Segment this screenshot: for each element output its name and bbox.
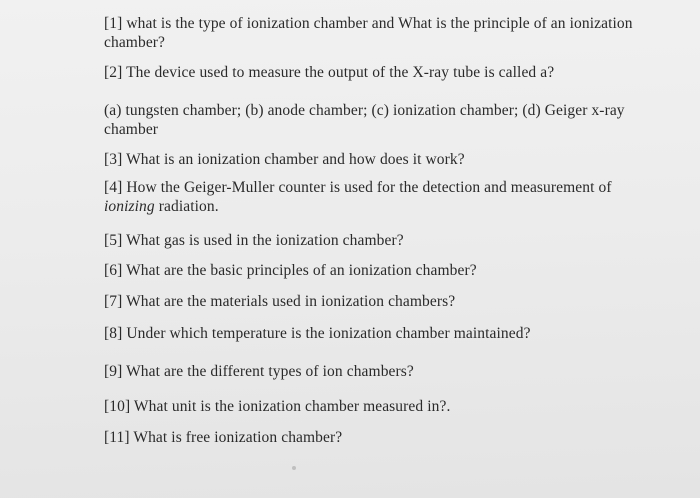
question-10: [10] What unit is the ionization chamber measured in?. [104,398,451,415]
question-8: [8] Under which temperature is the ionization chamber maintained? [104,325,531,342]
question-7: [7] What are the materials used in ionization chambers? [104,293,456,310]
question-1: [1] what is the type of ionization chamber and What is the principle of an ionization chamber? [104,15,633,51]
question-4-text: [4] How the Geiger-Muller counter is used for the detection and measurement of [104,179,612,196]
paper-speck [292,466,296,470]
question-9: [9] What are the different types of ion chambers? [104,363,414,380]
question-6: [6] What are the basic principles of an ionization chamber? [104,262,477,279]
question-2: [2] The device used to measure the output of the X-ray tube is called a? [104,64,555,81]
question-4 [104,178,664,216]
question-3: [3] What is an ionization chamber and how does it work? [104,151,465,168]
question-2-options: (a) tungsten chamber; (b) anode chamber; (c) ionization chamber; (d) Geiger x-ray chamber [104,102,625,138]
question-4-text-end: radiation. [154,198,219,215]
question-4-italic-word: ionizing [104,198,155,215]
question-5: [5] What gas is used in the ionization chamber? [104,232,404,249]
question-11: [11] What is free ionization chamber? [104,429,343,446]
